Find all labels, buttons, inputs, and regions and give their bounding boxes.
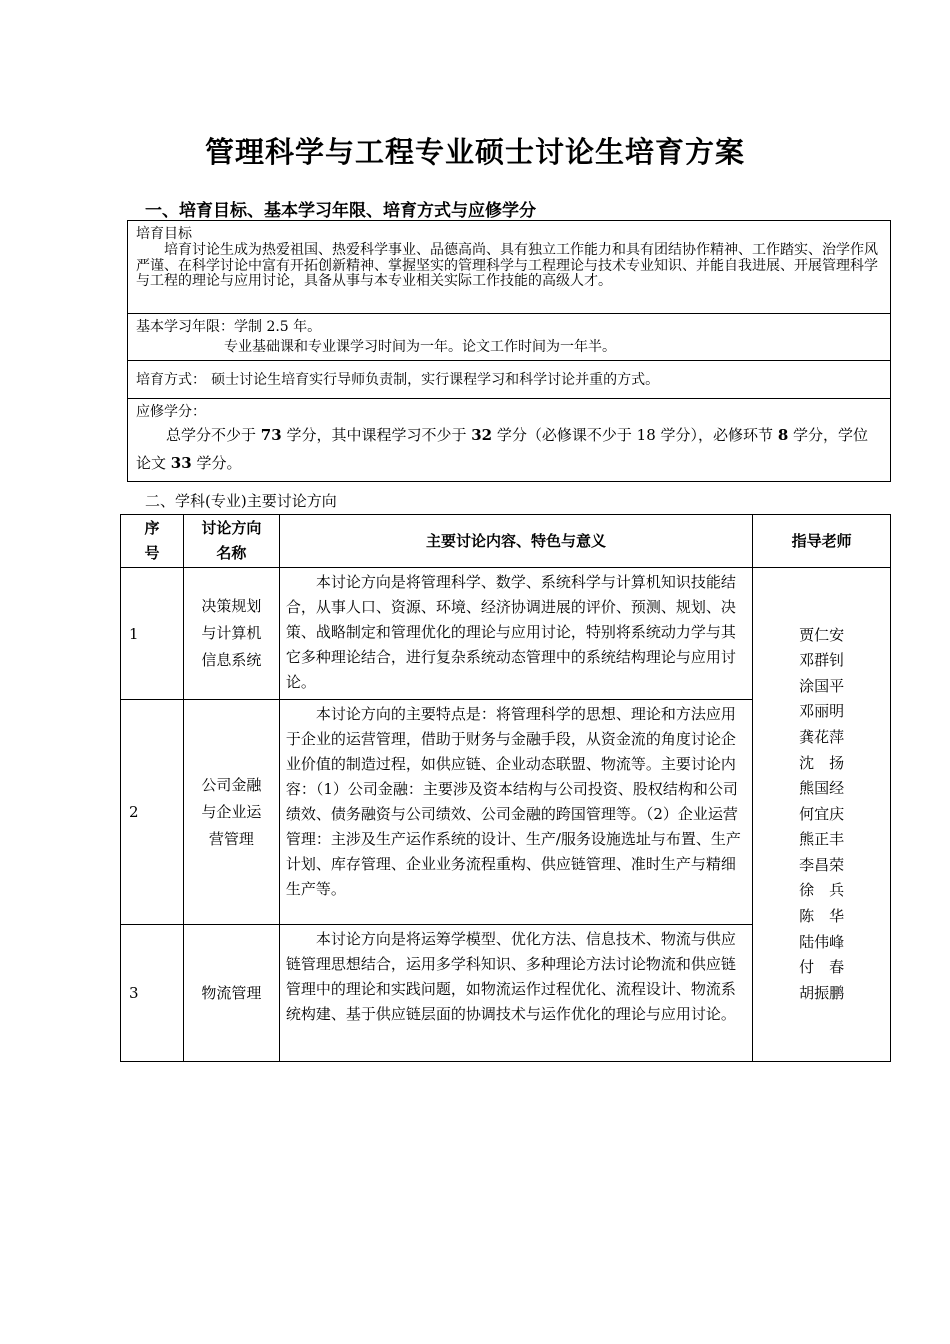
advisor-list (753, 568, 891, 1062)
page-title: 管理科学与工程专业硕士讨论生培育方案 (204, 135, 745, 169)
header-advisor: 指导老师 (753, 515, 891, 568)
goal-label: 培育目标 (136, 226, 192, 242)
advisor-name: 胡振鹏 (799, 983, 845, 1002)
credits-text: 总学分不少于 73 学分，其中课程学习不少于 32 学分（必修课不少于 18 学分），必修环节 8 学分，学位论文 33 学分。 (136, 426, 869, 472)
credits-row (128, 399, 891, 482)
row-number: 2 (121, 700, 184, 925)
advisor-name: 付 春 (799, 958, 845, 977)
advisor-name: 熊正丰 (799, 830, 845, 849)
direction-content: 本讨论方向的主要特点是：将管理科学的思想、理论和方法应用于企业的运营管理，借助于财务与金融手段，从资金流的角度讨论企业价值的制造过程，如供应链、企业动态联盟、物流等。主要讨论内容：（1）公司金融：主要涉及资本结构与公司投资、股权结构和公司绩效、债务融资与公司绩效、公司金融的跨国管理等。（2）企业运营管理：主涉及生产运作系统的设计、生产/服务设施选址与布置、生产计划、库存管理、企业业务流程重构、供应链管理、准时生产与精细生产等。 (279, 700, 752, 925)
section2-heading: 二、学科(专业)主要讨论方向 (145, 492, 337, 510)
section1-heading: 一、培育目标、基本学习年限、培育方式与应修学分 (145, 201, 536, 221)
table-header-row (121, 515, 891, 568)
mode-label: 培育方式： (136, 371, 206, 388)
advisor-name: 陈 华 (799, 907, 845, 926)
advisor-name: 邓群钊 (799, 651, 845, 670)
duration-label: 基本学习年限： (136, 319, 234, 335)
goal-text: 培育讨论生成为热爱祖国、热爱科学事业、品德高尚、具有独立工作能力和具有团结协作精神、工作踏实、治学作风严谨、在科学讨论中富有开拓创新精神、掌握坚实的管理科学与工程理论与技术专业知识、并能自我进展、开展管理科学与工程的理论与应用讨论，具备从事与本专业相关实际工作技能的高级人才。 (136, 242, 878, 289)
row-number: 3 (121, 925, 184, 1062)
direction-name: 公司金融与企业运营管理 (201, 775, 262, 848)
table-row (121, 568, 891, 700)
duration-row (128, 314, 891, 361)
advisor-name: 龚花萍 (799, 727, 845, 746)
goal-row (128, 221, 891, 314)
direction-name: 决策规划与计算机信息系统 (201, 597, 262, 669)
direction-content: 本讨论方向是将运筹学模型、优化方法、信息技术、物流与供应链管理思想结合，运用多学科知识、多种理论方法讨论物流和供应链管理中的理论和实践问题，如物流运作过程优化、流程设计、物流系统构建、基于供应链层面的协调技术与运作优化的理论与应用讨论。 (279, 925, 752, 1062)
header-no: 序号 (144, 519, 160, 562)
advisor-name: 李昌荣 (799, 855, 845, 874)
mode-row (128, 361, 891, 399)
header-content: 主要讨论内容、特色与意义 (279, 515, 752, 568)
row-number: 1 (121, 568, 184, 700)
duration-value: 学制 2.5 年。 (234, 319, 322, 335)
advisor-name: 沈 扬 (799, 753, 845, 772)
advisor-name: 陆伟峰 (799, 932, 845, 951)
thesis-credits: 33 (170, 454, 192, 472)
advisor-name: 贾仁安 (799, 625, 845, 644)
direction-content: 本讨论方向是将管理科学、数学、系统科学与计算机知识技能结合，从事人口、资源、环境、经济协调进展的评价、预测、规划、决策、战略制定和管理优化的理论与应用讨论，特别将系统动力学与其它多种理论结合，进行复杂系统动态管理中的系统结构理论与应用讨论。 (279, 568, 752, 700)
advisor-name: 邓丽明 (799, 702, 845, 721)
advisor-name: 何宜庆 (799, 804, 845, 823)
required-credits: 8 (777, 426, 789, 444)
advisor-name: 徐 兵 (799, 881, 845, 900)
research-directions-table (120, 514, 891, 1062)
total-credits: 73 (260, 426, 282, 444)
credits-label: 应修学分： (136, 404, 206, 420)
program-info-table (127, 220, 891, 482)
advisor-name: 熊国经 (799, 779, 845, 798)
direction-name: 物流管理 (201, 983, 262, 1002)
course-credits: 32 (471, 426, 493, 444)
header-name: 讨论方向名称 (201, 519, 262, 562)
duration-detail: 专业基础课和专业课学习时间为一年。论文工作时间为一年半。 (224, 339, 616, 355)
mode-value: 硕士讨论生培育实行导师负责制，实行课程学习和科学讨论并重的方式。 (211, 371, 660, 388)
advisor-name: 涂国平 (799, 676, 845, 695)
